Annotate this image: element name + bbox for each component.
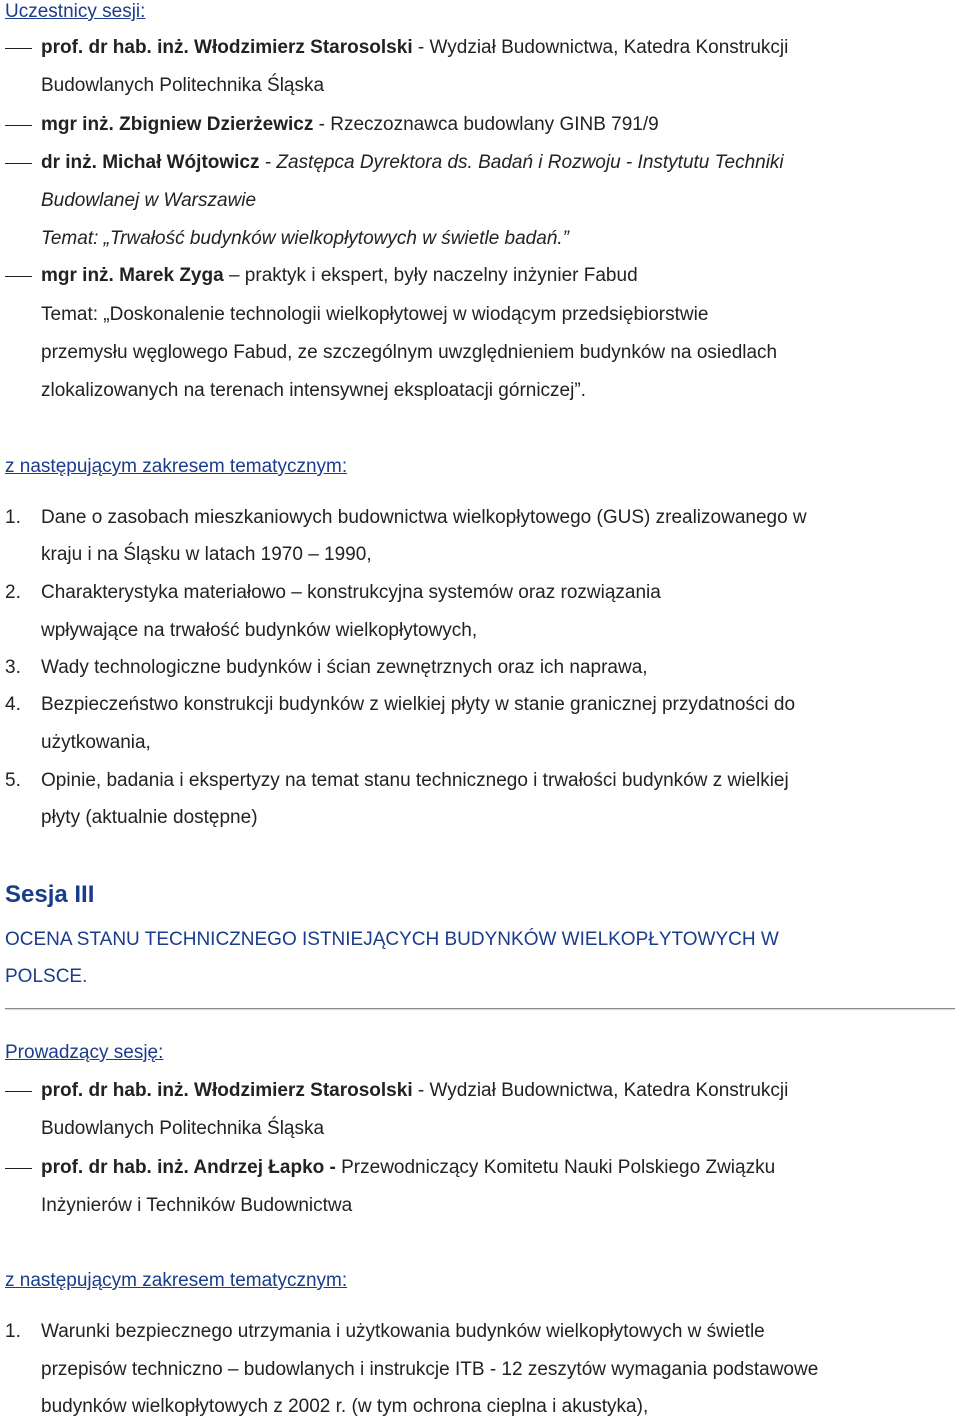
scope2-item-1-cont-2: budynków wielkopłytowych z 2002 r. (w tym ochrona cieplna i akustyka),: [41, 1396, 649, 1417]
lead-1-desc-cont: Budowlanych Politechnika Śląska: [41, 1118, 325, 1139]
topic-text: Temat: „Trwałość budynków wielkopłytowych w świetle badań.”: [41, 228, 569, 249]
dash-bullet: [5, 1091, 32, 1092]
lead-2-desc-cont: Inżynierów i Techników Budownictwa: [41, 1195, 353, 1216]
participant-2: [41, 115, 659, 134]
scope-text: Bezpieczeństwo konstrukcji budynków z wielkiej płyty w stanie granicznej przydatności do: [41, 694, 796, 715]
scope-text: Wady technologiczne budynków i ścian zewnętrznych oraz ich naprawa,: [41, 657, 648, 678]
participants-heading: Uczestnicy sesji:: [5, 1, 146, 22]
lead-desc: Przewodniczący Komitetu Nauki Polskiego Związku: [335, 1157, 776, 1178]
scope-number: 2.: [5, 582, 21, 603]
scope-number: 1.: [5, 507, 21, 528]
scope-item-2-cont: wpływające na trwałość budynków wielkopłytowych,: [41, 620, 478, 641]
participant-1-desc-cont: Budowlanych Politechnika Śląska: [41, 75, 325, 96]
participant-desc: – praktyk i ekspert, były naczelny inżynier Fabud: [223, 265, 638, 286]
participant-desc: - Wydział Budownictwa, Katedra Konstrukcji: [412, 37, 789, 58]
scope-number: 5.: [5, 770, 21, 791]
dash-bullet: [5, 125, 32, 126]
leads-heading: Prowadzący sesję:: [5, 1042, 164, 1063]
scope2-item-1-cont-1: przepisów techniczno – budowlanych i instrukcje ITB - 12 zeszytów wymagania podstawowe: [41, 1359, 819, 1380]
scope-item-1-cont: kraju i na Śląsku w latach 1970 – 1990,: [41, 544, 372, 565]
participant-4-topic-2: przemysłu węglowego Fabud, ze szczególnym uwzględnieniem budynków na osiedlach: [41, 342, 778, 363]
scope-text: Dane o zasobach mieszkaniowych budownictwa wielkopłytowego (GUS) zrealizowanego w: [41, 507, 807, 528]
scope-text: Warunki bezpiecznego utrzymania i użytkowania budynków wielkopłytowych w świetle: [41, 1321, 765, 1342]
participant-desc: - Rzeczoznawca budowlany GINB 791/9: [313, 114, 659, 135]
dash-bullet: [5, 48, 32, 49]
scope-number: 4.: [5, 694, 21, 715]
scope-heading: z następującym zakresem tematycznym:: [5, 456, 348, 477]
participant-1: [41, 38, 788, 57]
lead-desc: - Wydział Budownictwa, Katedra Konstrukcji: [412, 1080, 789, 1101]
section-divider: [5, 1008, 955, 1009]
participant-name: mgr inż. Marek Zyga: [41, 265, 224, 286]
lead-name: prof. dr hab. inż. Włodzimierz Starosolski: [41, 1080, 413, 1101]
scope-item-4-cont: użytkowania,: [41, 732, 151, 753]
scope-text: Opinie, badania i ekspertyzy na temat stanu technicznego i trwałości budynków z wielkiej: [41, 770, 789, 791]
participant-3-desc-cont: [41, 191, 256, 210]
session-title: Sesja III: [5, 881, 95, 908]
lead-1: [41, 1081, 788, 1100]
dash-bullet: [5, 163, 32, 164]
participant-3: [41, 153, 784, 172]
participant-desc-cont: Budowlanej w Warszawie: [41, 190, 257, 211]
scope-item-5-cont: płyty (aktualnie dostępne): [41, 807, 258, 828]
lead-2: [41, 1158, 775, 1177]
dash-bullet: [5, 1168, 32, 1169]
session-subtitle-1: OCENA STANU TECHNICZNEGO ISTNIEJĄCYCH BUDYNKÓW WIELKOPŁYTOWYCH W: [5, 929, 779, 950]
participant-name: mgr inż. Zbigniew Dzierżewicz: [41, 114, 314, 135]
scope-heading-2: z następującym zakresem tematycznym:: [5, 1270, 348, 1291]
scope-number: 1.: [5, 1321, 21, 1342]
lead-name: prof. dr hab. inż. Andrzej Łapko -: [41, 1157, 336, 1178]
participant-desc: - Zastępca Dyrektora ds. Badań i Rozwoju - Instytutu Techniki: [259, 152, 784, 173]
scope-text: Charakterystyka materiałowo – konstrukcyjna systemów oraz rozwiązania: [41, 582, 661, 603]
participant-3-topic: [41, 229, 569, 248]
participant-name: prof. dr hab. inż. Włodzimierz Starosolski: [41, 37, 413, 58]
participant-4: [41, 266, 638, 285]
participant-4-topic-1: Temat: „Doskonalenie technologii wielkopłytowej w wiodącym przedsiębiorstwie: [41, 304, 709, 325]
scope-number: 3.: [5, 657, 21, 678]
dash-bullet: [5, 276, 32, 277]
participant-name: dr inż. Michał Wójtowicz: [41, 152, 260, 173]
participant-4-topic-3: zlokalizowanych na terenach intensywnej eksploatacji górniczej”.: [41, 380, 586, 401]
session-subtitle-2: POLSCE.: [5, 966, 88, 987]
